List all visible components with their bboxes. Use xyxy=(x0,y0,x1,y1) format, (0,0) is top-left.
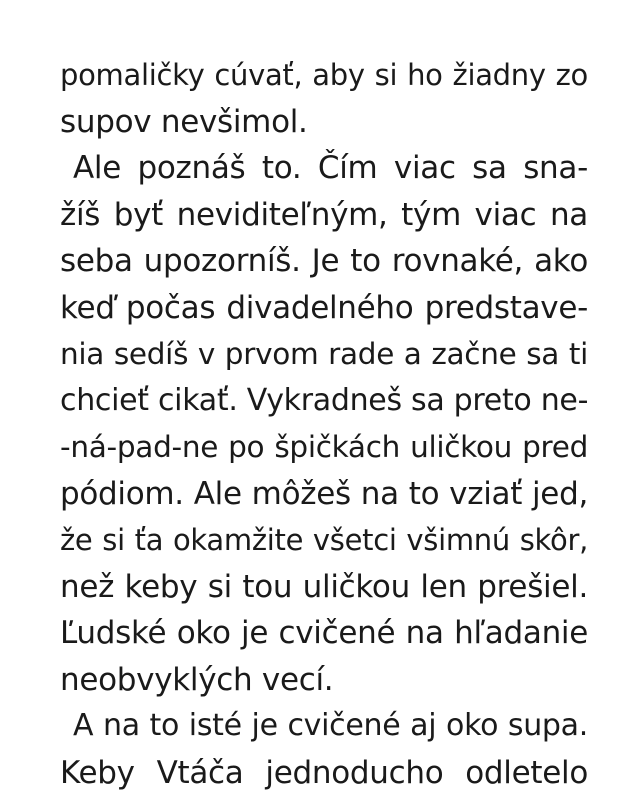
text-line: že si ťa okamžite všetci všimnú skôr, xyxy=(60,523,588,557)
text-line: Ale poznáš to. Čím viac sa sna- xyxy=(73,150,588,186)
text-line: A na to isté je cvičené aj oko supa. xyxy=(73,708,588,743)
text-line: nia sedíš v prvom rade a začne sa ti xyxy=(60,337,588,371)
text-line: seba upozorníš. Je to rovnaké, ako xyxy=(60,243,588,279)
book-page-text xyxy=(60,52,588,796)
text-line: keď počas divadelného predstave- xyxy=(60,289,588,326)
text-line: pódiom. Ale môžeš na to vziať jed, xyxy=(60,475,588,512)
text-line: žíš byť neviditeľným, tým viac na xyxy=(60,196,588,233)
text-line: než keby si tou uličkou len prešiel. xyxy=(60,568,588,605)
text-line: pomaličky cúvať, aby si ho žiadny zo xyxy=(60,58,588,92)
text-line: Keby Vtáča jednoducho odletelo xyxy=(60,754,588,791)
text-line: -ná-pad-ne po špičkách uličkou pred xyxy=(60,430,588,464)
text-line: chcieť cikať. Vykradneš sa preto ne- xyxy=(60,382,589,418)
text-line: neobvyklých vecí. xyxy=(60,661,334,698)
text-line: supov nevšimol. xyxy=(60,103,308,140)
text-line: Ľudské oko je cvičené na hľadanie xyxy=(60,615,588,651)
